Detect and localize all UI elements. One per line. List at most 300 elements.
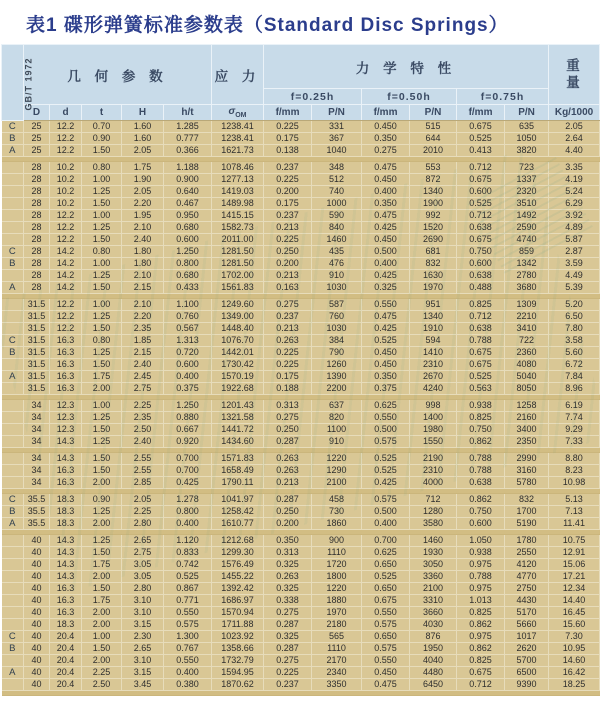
table-cell: 34 [24, 400, 50, 412]
table-cell: 12.2 [50, 299, 82, 311]
table-cell: 760 [312, 311, 362, 323]
table-cell: 18.3 [50, 494, 82, 506]
table-cell: 951 [410, 299, 457, 311]
table-cell: 1922.68 [212, 383, 264, 395]
table-cell: 1110 [312, 547, 362, 559]
table-cell: 2310 [410, 359, 457, 371]
table-cell: 0.788 [457, 571, 505, 583]
table-cell: 1.85 [122, 335, 164, 347]
table-cell: 1238.41 [212, 133, 264, 145]
table-cell: 0.400 [164, 518, 212, 530]
table-cell: 0.213 [264, 270, 312, 282]
table-cell: 18.25 [549, 679, 600, 691]
series-label [2, 198, 24, 210]
table-cell: 1.90 [122, 174, 164, 186]
table-cell: 3.92 [549, 210, 600, 222]
table-cell: 6.72 [549, 359, 600, 371]
table-cell: 35.5 [24, 506, 50, 518]
table-cell: 0.287 [264, 494, 312, 506]
table-cell: 5.87 [549, 234, 600, 246]
table-cell: 12.91 [549, 547, 600, 559]
table-cell: 1.50 [82, 643, 122, 655]
table-cell: 31.5 [24, 311, 50, 323]
series-label [2, 535, 24, 547]
table-cell: 5.24 [549, 186, 600, 198]
table-cell: 1571.83 [212, 453, 264, 465]
table-cell: 1.250 [164, 246, 212, 258]
table-cell: 28 [24, 282, 50, 294]
table-cell: 1570.94 [212, 607, 264, 619]
table-cell: 0.825 [457, 655, 505, 667]
series-label [2, 655, 24, 667]
series-label [2, 595, 24, 607]
table-cell: 3160 [505, 465, 549, 477]
table-cell: 1.25 [82, 412, 122, 424]
table-row [2, 583, 600, 595]
table-cell: 0.450 [362, 121, 410, 133]
table-cell: 1.313 [164, 335, 212, 347]
table-cell: 35.5 [24, 494, 50, 506]
table-cell: 1110 [312, 643, 362, 655]
table-cell: 1.50 [82, 198, 122, 210]
table-row [2, 299, 600, 311]
table-cell: 0.237 [264, 311, 312, 323]
table-cell: 14.2 [50, 282, 82, 294]
table-cell: 0.825 [457, 299, 505, 311]
series-label [2, 477, 24, 489]
table-cell: 1.250 [164, 400, 212, 412]
table-cell: 0.750 [457, 246, 505, 258]
deflection-header-050h: f=0.50h [362, 89, 457, 105]
table-cell: 0.450 [362, 234, 410, 246]
table-cell: 2990 [505, 453, 549, 465]
table-cell: 16.3 [50, 347, 82, 359]
table-cell: 0.712 [457, 679, 505, 691]
table-row [2, 383, 600, 395]
table-cell: 1000 [312, 198, 362, 210]
table-cell: 2.55 [122, 465, 164, 477]
table-row [2, 518, 600, 530]
table-cell: 14.3 [50, 559, 82, 571]
table-cell: 1410 [410, 347, 457, 359]
table-cell: 1434.60 [212, 436, 264, 448]
table-cell: 14.40 [549, 595, 600, 607]
table-cell: 40 [24, 619, 50, 631]
table-cell: 1.75 [82, 559, 122, 571]
table-cell: 876 [410, 631, 457, 643]
table-row [2, 571, 600, 583]
table-cell: 14.2 [50, 246, 82, 258]
table-cell: 1686.97 [212, 595, 264, 607]
table-cell: 18.3 [50, 506, 82, 518]
table-cell: 0.771 [164, 595, 212, 607]
table-cell: 6500 [505, 667, 549, 679]
table-cell: 5700 [505, 655, 549, 667]
table-row [2, 359, 600, 371]
table-cell: 2210 [505, 311, 549, 323]
table-cell: 7.13 [549, 506, 600, 518]
table-cell: 1.50 [82, 547, 122, 559]
table-cell: 1621.73 [212, 145, 264, 157]
table-cell: 2350 [505, 436, 549, 448]
table-cell: 0.788 [457, 465, 505, 477]
table-cell: 0.625 [362, 400, 410, 412]
group-header-geometry: 几 何 参 数 [24, 45, 212, 105]
table-row [2, 311, 600, 323]
table-cell: 872 [410, 174, 457, 186]
table-cell: 859 [505, 246, 549, 258]
table-cell: 40 [24, 655, 50, 667]
table-cell: 0.213 [264, 323, 312, 335]
table-cell: 7.74 [549, 412, 600, 424]
table-cell: 0.575 [362, 494, 410, 506]
table-cell: 1700 [505, 506, 549, 518]
table-cell: 1492 [505, 210, 549, 222]
table-cell: 1340 [410, 186, 457, 198]
table-cell: 3680 [505, 282, 549, 294]
table-cell: 2.45 [122, 371, 164, 383]
table-cell: 0.550 [362, 299, 410, 311]
series-label: A [2, 145, 24, 157]
table-row [2, 436, 600, 448]
table-cell: 1980 [410, 424, 457, 436]
table-cell: 16.42 [549, 667, 600, 679]
table-cell: 11.41 [549, 518, 600, 530]
disc-spring-parameter-table [1, 44, 600, 696]
table-cell: 3.05 [122, 571, 164, 583]
table-cell: 1281.50 [212, 258, 264, 270]
table-cell: 0.338 [264, 595, 312, 607]
table-cell: 16.3 [50, 335, 82, 347]
table-cell: 12.2 [50, 133, 82, 145]
series-label [2, 583, 24, 595]
table-cell: 0.287 [264, 436, 312, 448]
table-cell: 1342 [505, 258, 549, 270]
table-cell: 1.00 [82, 210, 122, 222]
table-cell: 1415.15 [212, 210, 264, 222]
table-cell: 0.600 [457, 186, 505, 198]
table-cell: 2360 [505, 347, 549, 359]
table-cell: 34 [24, 477, 50, 489]
table-cell: 8.23 [549, 465, 600, 477]
table-cell: 0.80 [82, 246, 122, 258]
series-label [2, 174, 24, 186]
table-cell: 0.550 [362, 607, 410, 619]
table-cell: 2.25 [122, 506, 164, 518]
table-cell: 1576.49 [212, 559, 264, 571]
table-cell: 0.175 [264, 198, 312, 210]
table-cell: 587 [312, 299, 362, 311]
table-cell: 4.89 [549, 222, 600, 234]
table-cell: 0.475 [362, 679, 410, 691]
series-label [2, 210, 24, 222]
table-row [2, 453, 600, 465]
table-cell: 3.59 [549, 258, 600, 270]
table-cell: 14.60 [549, 655, 600, 667]
table-cell: 0.425 [362, 477, 410, 489]
table-cell: 2780 [505, 270, 549, 282]
table-cell: 1.25 [82, 347, 122, 359]
table-cell: 5.60 [549, 347, 600, 359]
series-label: C [2, 335, 24, 347]
table-cell: 1900 [410, 198, 457, 210]
table-cell: 2.00 [82, 477, 122, 489]
table-cell: 1.25 [82, 186, 122, 198]
table-cell: 0.680 [164, 270, 212, 282]
table-cell: 0.237 [264, 679, 312, 691]
table-cell: 28 [24, 162, 50, 174]
series-label [2, 186, 24, 198]
table-cell: 16.3 [50, 583, 82, 595]
table-cell: 5.13 [549, 494, 600, 506]
table-cell: 0.138 [264, 145, 312, 157]
table-cell: 2590 [505, 222, 549, 234]
table-cell: 28 [24, 246, 50, 258]
table-cell: 0.200 [264, 186, 312, 198]
table-cell: 0.275 [264, 607, 312, 619]
series-label [2, 400, 24, 412]
table-cell: 1.95 [122, 210, 164, 222]
series-label [2, 547, 24, 559]
table-cell: 1281.50 [212, 246, 264, 258]
table-cell: 16.3 [50, 371, 82, 383]
table-cell: 4770 [505, 571, 549, 583]
table-cell: 12.2 [50, 222, 82, 234]
table-cell: 0.700 [362, 535, 410, 547]
table-cell: 0.313 [264, 547, 312, 559]
table-cell: 10.2 [50, 186, 82, 198]
table-cell: 0.563 [457, 383, 505, 395]
table-row [2, 559, 600, 571]
table-cell: 2180 [312, 619, 362, 631]
table-cell: 384 [312, 335, 362, 347]
table-cell: 1.278 [164, 494, 212, 506]
table-cell: 476 [312, 258, 362, 270]
table-cell: 1711.88 [212, 619, 264, 631]
table-cell: 1.50 [82, 424, 122, 436]
table-cell: 0.70 [82, 121, 122, 133]
section-separator [2, 691, 600, 696]
table-cell: 0.650 [362, 559, 410, 571]
table-cell: 0.825 [457, 412, 505, 424]
table-cell: 0.550 [362, 655, 410, 667]
table-cell: 0.650 [362, 583, 410, 595]
col-header-P1: P/N [312, 105, 362, 121]
table-cell: 331 [312, 121, 362, 133]
table-cell: 4000 [410, 477, 457, 489]
table-row [2, 121, 600, 133]
table-cell: 0.225 [264, 359, 312, 371]
table-cell: 40 [24, 679, 50, 691]
table-cell: 2690 [410, 234, 457, 246]
table-cell: 0.712 [457, 162, 505, 174]
table-cell: 1800 [312, 571, 362, 583]
table-cell: 1.013 [457, 595, 505, 607]
table-cell: 0.200 [264, 518, 312, 530]
table-cell: 0.325 [362, 282, 410, 294]
table-cell: 0.90 [82, 133, 122, 145]
table-cell: 0.175 [264, 133, 312, 145]
table-cell: 0.350 [362, 198, 410, 210]
table-cell: 565 [312, 631, 362, 643]
table-cell: 553 [410, 162, 457, 174]
table-row [2, 323, 600, 335]
table-cell: 16.3 [50, 595, 82, 607]
table-cell: 0.525 [362, 465, 410, 477]
table-cell: 832 [505, 494, 549, 506]
table-cell: 40 [24, 607, 50, 619]
table-cell: 35.5 [24, 518, 50, 530]
table-cell: 10.75 [549, 535, 600, 547]
table-cell: 0.525 [164, 571, 212, 583]
table-row [2, 145, 600, 157]
table-cell: 1930 [410, 547, 457, 559]
table-cell: 1550 [410, 436, 457, 448]
table-cell: 0.800 [164, 506, 212, 518]
col-header-f1: f/mm [264, 105, 312, 121]
table-cell: 2160 [505, 412, 549, 424]
table-cell: 1.00 [82, 400, 122, 412]
table-cell: 40 [24, 667, 50, 679]
page-title: 表1 碟形弹簧标准参数表（Standard Disc Springs） [26, 15, 509, 36]
table-cell: 0.638 [457, 477, 505, 489]
table-cell: 1349.00 [212, 311, 264, 323]
table-cell: 6.50 [549, 311, 600, 323]
table-cell: 2.00 [82, 607, 122, 619]
table-cell: 1.50 [82, 359, 122, 371]
table-cell: 1.75 [82, 595, 122, 607]
table-cell: 840 [312, 222, 362, 234]
table-cell: 0.500 [362, 246, 410, 258]
table-row [2, 400, 600, 412]
table-cell: 10.2 [50, 198, 82, 210]
table-cell: 1.25 [82, 436, 122, 448]
table-cell: 3.05 [122, 559, 164, 571]
series-label: C [2, 121, 24, 133]
table-cell: 0.950 [164, 210, 212, 222]
table-cell: 4240 [410, 383, 457, 395]
table-cell: 25 [24, 121, 50, 133]
table-cell: 1870.62 [212, 679, 264, 691]
table-cell: 0.225 [264, 234, 312, 246]
table-cell: 1260 [312, 359, 362, 371]
table-cell: 637 [312, 400, 362, 412]
table-cell: 28 [24, 234, 50, 246]
series-label: B [2, 133, 24, 145]
table-cell: 10.2 [50, 162, 82, 174]
table-cell: 0.433 [164, 282, 212, 294]
table-row [2, 643, 600, 655]
table-cell: 1.00 [82, 299, 122, 311]
table-cell: 0.567 [164, 323, 212, 335]
table-cell: 2.55 [122, 453, 164, 465]
table-cell: 6.29 [549, 198, 600, 210]
table-cell: 1220 [312, 583, 362, 595]
table-cell: 1.25 [82, 535, 122, 547]
table-cell: 681 [410, 246, 457, 258]
table-cell: 0.366 [164, 145, 212, 157]
table-cell: 1.50 [82, 145, 122, 157]
table-cell: 0.500 [362, 424, 410, 436]
table-cell: 1100 [312, 424, 362, 436]
table-cell: 2011.00 [212, 234, 264, 246]
series-label: A [2, 667, 24, 679]
table-cell: 3310 [410, 595, 457, 607]
table-cell: 0.600 [164, 359, 212, 371]
table-cell: 0.350 [264, 535, 312, 547]
table-cell: 31.5 [24, 371, 50, 383]
table-cell: 0.575 [362, 643, 410, 655]
table-cell: 0.225 [264, 347, 312, 359]
table-cell: 0.400 [362, 186, 410, 198]
table-cell: 15.60 [549, 619, 600, 631]
table-cell: 0.975 [457, 583, 505, 595]
table-cell: 0.250 [264, 246, 312, 258]
table-cell: 1220 [312, 453, 362, 465]
table-row [2, 607, 600, 619]
table-cell: 2.00 [82, 655, 122, 667]
table-cell: 0.263 [264, 335, 312, 347]
table-cell: 0.575 [362, 436, 410, 448]
table-cell: 1299.30 [212, 547, 264, 559]
table-cell: 20.4 [50, 631, 82, 643]
table-row [2, 282, 600, 294]
table-cell: 1448.40 [212, 323, 264, 335]
table-cell: 0.788 [457, 453, 505, 465]
table-cell: 12.3 [50, 400, 82, 412]
table-cell: 1321.58 [212, 412, 264, 424]
table-cell: 31.5 [24, 347, 50, 359]
table-cell: 0.600 [164, 234, 212, 246]
table-cell: 40 [24, 535, 50, 547]
table-cell: 0.475 [362, 162, 410, 174]
table-cell: 1.80 [122, 246, 164, 258]
table-cell: 2.50 [82, 679, 122, 691]
table-cell: 17.21 [549, 571, 600, 583]
table-cell: 832 [410, 258, 457, 270]
table-cell: 14.3 [50, 436, 82, 448]
table-cell: 12.2 [50, 311, 82, 323]
table-cell: 5170 [505, 607, 549, 619]
series-label [2, 679, 24, 691]
table-cell: 1337 [505, 174, 549, 186]
table-cell: 1340 [410, 311, 457, 323]
table-cell: 0.720 [164, 347, 212, 359]
table-cell: 0.90 [82, 494, 122, 506]
table-cell: 1390 [312, 371, 362, 383]
table-row [2, 186, 600, 198]
table-cell: 0.263 [264, 465, 312, 477]
table-cell: 0.375 [164, 383, 212, 395]
table-cell: 2.50 [122, 424, 164, 436]
table-cell: 2010 [410, 145, 457, 157]
table-cell: 10.2 [50, 174, 82, 186]
table-cell: 12.2 [50, 121, 82, 133]
table-cell: 0.188 [264, 383, 312, 395]
table-cell: 25 [24, 145, 50, 157]
table-cell: 0.425 [362, 222, 410, 234]
table-cell: 40 [24, 643, 50, 655]
table-row [2, 174, 600, 186]
series-label: B [2, 258, 24, 270]
table-cell: 3.10 [122, 655, 164, 667]
table-cell: 0.325 [264, 631, 312, 643]
table-cell: 3.15 [122, 667, 164, 679]
table-cell: 0.250 [264, 506, 312, 518]
table-cell: 2550 [505, 547, 549, 559]
table-cell: 2310 [410, 465, 457, 477]
table-cell: 3400 [505, 424, 549, 436]
